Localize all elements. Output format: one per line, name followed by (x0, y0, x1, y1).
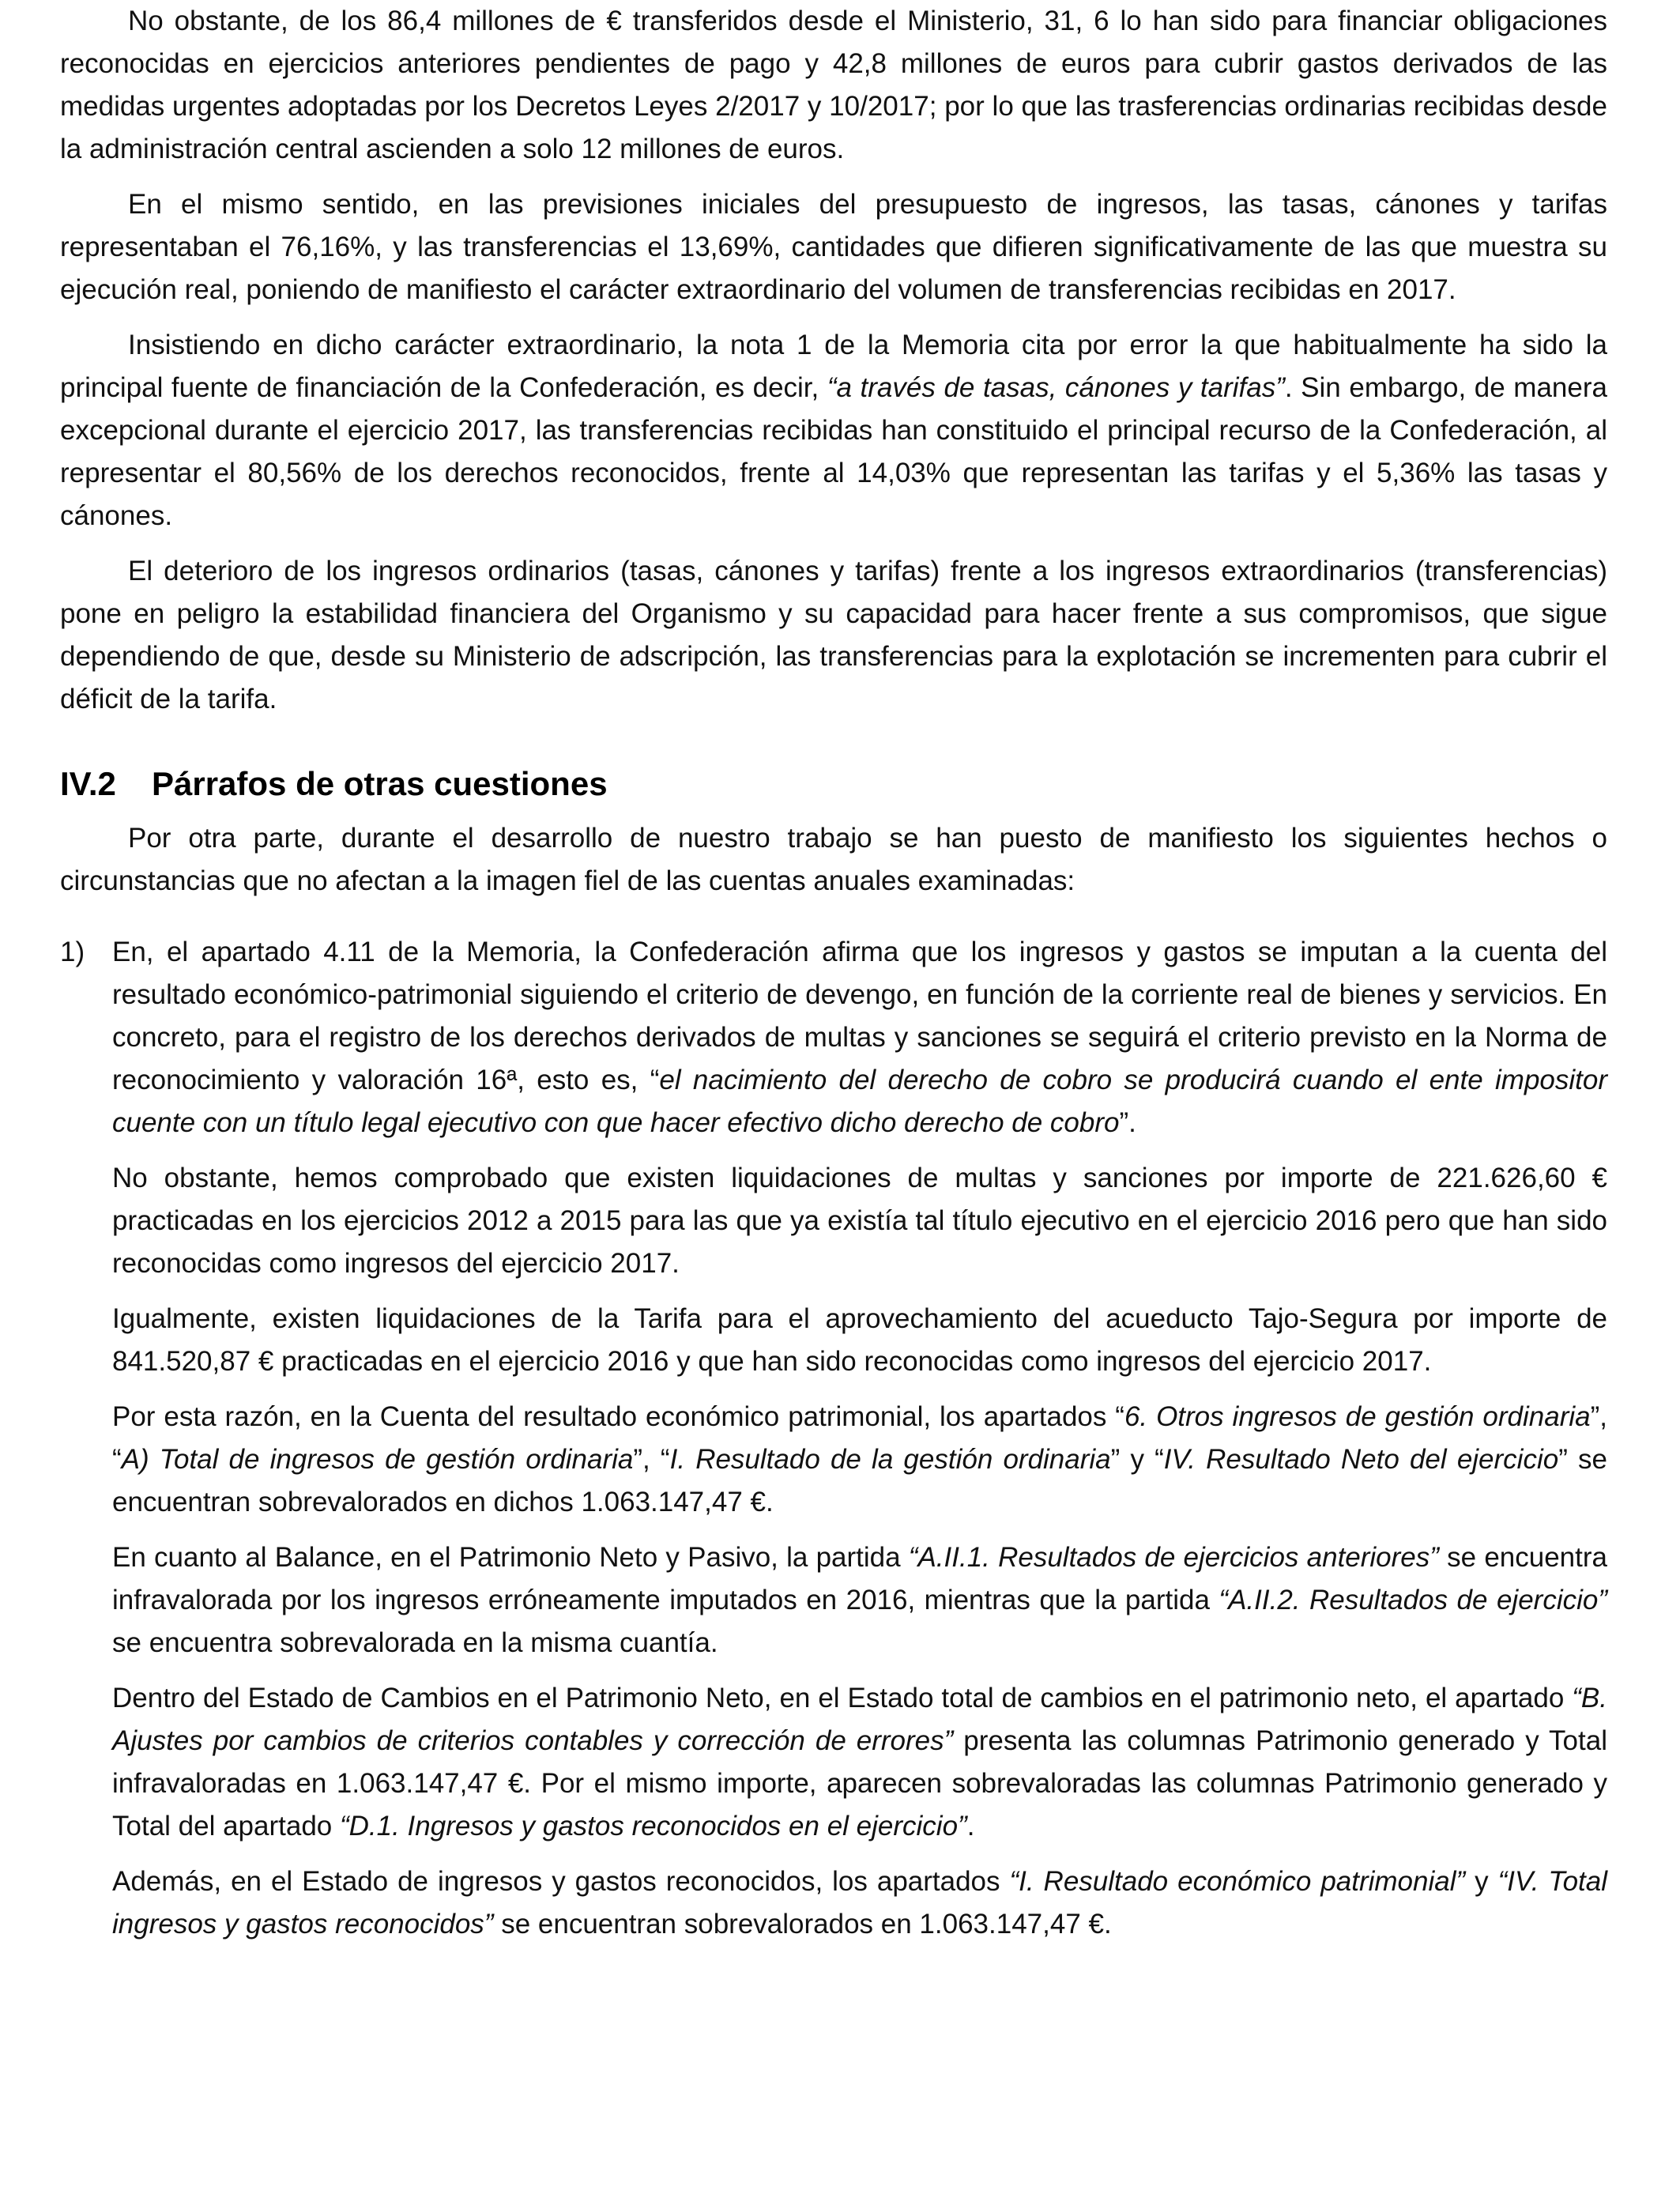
text-segment: se encuentran sobrevalorados en 1.063.147,47 €. (493, 1909, 1112, 1940)
paragraph-cambios-patrimonio (60, 1677, 1607, 1848)
italic-quote: “I. Resultado económico patrimonial” (1009, 1866, 1466, 1897)
section-intro: Por otra parte, durante el desarrollo de nuestro trabajo se han puesto de manifiesto los siguientes hechos o circunstancias que no afectan a la imagen fiel de las cuentas anuales examinadas: (60, 823, 1607, 896)
text-segment: se encuentra infravalorada por los ingresos erróneamente imputados en 2016, mientras que la partida (112, 1542, 1607, 1615)
text-segment: En, el apartado 4.11 de la Memoria, la Confederación afirma que los ingresos y gastos se imputan a la cuenta del resultado económico-patrimonial siguiendo el criterio de devengo, en función de la corriente real de bienes y servicios. En concreto, para el registro de los derechos derivados de multas y sanciones se seguirá el criterio previsto en la Norma de reconocimiento y valoración 16ª, esto es, “ (112, 937, 1607, 1095)
paragraph-previsiones: En el mismo sentido, en las previsiones iniciales del presupuesto de ingresos, las tasas, cánones y tarifas representaban el 76,16%, y las transferencias el 13,69%, cantidades que difieren significativamente de las que muestra su ejecución real, poniendo de manifiesto el carácter extraordinario del volumen de transferencias recibidas en 2017. (60, 189, 1607, 305)
text-segment: presenta las columnas Patrimonio generado y Total infravaloradas en 1.063.147,47 €. Por el mismo importe, aparecen sobrevaloradas las columnas Patrimonio generado y Total del apartado (112, 1725, 1607, 1842)
italic-quote: IV. Resultado Neto del ejercicio (1163, 1444, 1559, 1475)
italic-quote: 6. Otros ingresos de gestión ordinaria (1124, 1401, 1591, 1432)
italic-quote: I. Resultado de la gestión ordinaria (669, 1444, 1111, 1475)
text-segment: En cuanto al Balance, en el Patrimonio Neto y Pasivo, la partida (112, 1542, 909, 1573)
text-segment: se encuentra sobrevalorada en la misma cuantía. (112, 1627, 718, 1658)
text-segment: . Sin embargo, de manera excepcional durante el ejercicio 2017, las transferencias recibidas han constituido el principal recurso de la Confederación, al representar el 80,56% de los derechos reconocidos, frente al 14,03% que representan las tarifas y el 5,36% las tasas y cánones. (60, 372, 1607, 531)
text-segment: ”, “ (633, 1444, 670, 1475)
text-segment: ”. (1119, 1107, 1136, 1138)
list-item-number: 1) (60, 937, 85, 967)
text-segment: ” y “ (1110, 1444, 1164, 1475)
italic-quote: “A.II.1. Resultados de ejercicios anteriores” (908, 1542, 1439, 1573)
text-segment: Por esta razón, en la Cuenta del resultado económico patrimonial, los apartados “ (112, 1401, 1124, 1432)
text-segment: ”, “ (112, 1401, 1607, 1475)
italic-quote: “a través de tasas, cánones y tarifas” (827, 372, 1285, 403)
list-item (60, 931, 1607, 1144)
text-segment: Además, en el Estado de ingresos y gastos reconocidos, los apartados (112, 1866, 1010, 1897)
text-segment: Dentro del Estado de Cambios en el Patrimonio Neto, en el Estado total de cambios en el patrimonio neto, el apartado (112, 1683, 1573, 1713)
paragraph-caracter-extraordinario (60, 324, 1607, 537)
italic-quote: “A.II.2. Resultados de ejercicio” (1219, 1585, 1607, 1615)
paragraph-multas: No obstante, hemos comprobado que existen liquidaciones de multas y sanciones por importe de 221.626,60 € practicadas en los ejercicios 2012 a 2015 para las que ya existía tal título ejecutivo en el ejercicio 2016 pero que han sido reconocidas como ingresos del ejercicio 2017. (112, 1163, 1607, 1279)
section-title: Párrafos de otras cuestiones (152, 765, 608, 802)
section-heading (60, 760, 1607, 808)
paragraph-transferencias: No obstante, de los 86,4 millones de € transferidos desde el Ministerio, 31, 6 lo han sido para financiar obligaciones reconocidas en ejercicios anteriores pendientes de pago y 42,8 millones de euros para cubrir gastos derivados de las medidas urgentes adoptadas por los Decretos Leyes 2/2017 y 10/2017; por lo que las trasferencias ordinarias recibidas desde la administración central ascienden a solo 12 millones de euros. (60, 6, 1607, 164)
section-number: IV.2 (60, 765, 116, 802)
paragraph-ingresos-gastos (60, 1860, 1607, 1946)
list-item-text (112, 931, 1607, 1144)
italic-quote: el nacimiento del derecho de cobro se producirá cuando el ente impositor cuente con un título legal ejecutivo con que hacer efectivo dicho derecho de cobro (112, 1065, 1607, 1138)
paragraph-balance (60, 1536, 1607, 1664)
paragraph-tarifa: Igualmente, existen liquidaciones de la Tarifa para el aprovechamiento del acueducto Tajo-Segura por importe de 841.520,87 € practicadas en el ejercicio 2016 y que han sido reconocidas como ingresos del ejercicio 2017. (112, 1303, 1607, 1377)
paragraph-cuenta-resultado (60, 1396, 1607, 1524)
italic-quote: “D.1. Ingresos y gastos reconocidos en el ejercicio” (339, 1811, 967, 1842)
italic-quote: “IV. Total ingresos y gastos reconocidos” (112, 1866, 1607, 1940)
paragraph-deterioro: El deterioro de los ingresos ordinarios (tasas, cánones y tarifas) frente a los ingresos extraordinarios (transferencias) pone en peligro la estabilidad financiera del Organismo y su capacidad para hacer frente a sus compromisos, que sigue dependiendo de que, desde su Ministerio de adscripción, las transferencias para la explotación se incrementen para cubrir el déficit de la tarifa. (60, 556, 1607, 714)
document-page (60, 0, 1607, 1946)
text-segment: y (1465, 1866, 1498, 1897)
italic-quote: A) Total de ingresos de gestión ordinaria (121, 1444, 634, 1475)
text-segment: Insistiendo en dicho carácter extraordinario, la nota 1 de la Memoria cita por error la que habitualmente ha sido la principal fuente de financiación de la Confederación, es decir, (60, 330, 1607, 403)
text-segment: ” se encuentran sobrevalorados en dichos 1.063.147,47 €. (112, 1444, 1607, 1517)
text-segment: . (966, 1811, 975, 1842)
italic-quote: “B. Ajustes por cambios de criterios contables y corrección de errores” (112, 1683, 1607, 1756)
